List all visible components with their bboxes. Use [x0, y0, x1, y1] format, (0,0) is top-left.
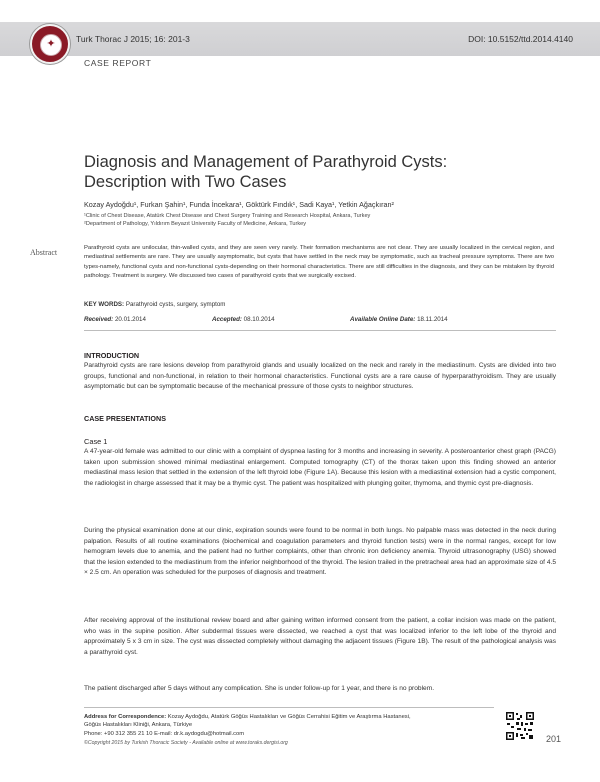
qr-code-icon	[506, 712, 534, 740]
affiliation-1: ¹Clinic of Chest Disease, Atatürk Chest Disease and Chest Surgery Training and Research Hospital, Ankara, Turkey	[84, 213, 371, 219]
copyright: ©Copyright 2015 by Turkish Thoracic Society - Available online at www.toraks.dergisi.org	[84, 740, 288, 746]
author-list: Kozay Aydoğdu¹, Furkan Şahin¹, Funda İncekara¹, Göktürk Fındık¹, Sadi Kaya¹, Yetkin Ağaçkıran²	[84, 200, 394, 209]
article-title	[84, 152, 554, 192]
keywords-label: KEY WORDS:	[84, 301, 125, 308]
abstract-text: Parathyroid cysts are unilocular, thin-walled cysts, and they are seen very rarely. Their formation mechanisms are not clear. They are usually localized in the cervical region, and mediastinal settlements are rare. They are usually asymptomatic, but cysts that have settled in the neck may be symptomatic, such as tracheal pressure symptoms. There are two types-namely, functional cysts and non-functional cysts-depending on their hormonal characteristics. There are still difficulties in the diagnosis, and they can be mistaken by thyroid pathology. Treatment is surgery. We discussed two cases of parathyroid cysts that we surgically excised.	[84, 245, 554, 280]
journal-logo-icon: ✦	[30, 24, 70, 64]
case1-paragraph-2: During the physical examination done at our clinic, expiration sounds were found to be normal in both lungs. No palpable mass was detected in the neck during palpation. Results of all routine examinations (biochemical and coagulation parameters and thyroid function tests) were in the normal ranges, except for low hemogram levels due to anemia, and the patient had no further complaints, other than chronic iron deficiency anemia. Thyroid ultrasonography (USG) showed that the lesion extended to the mediastinum from the inferior neighborhood of the thyroid. The lesion trailed in the pretracheal area had an approximate size of 4.5 × 2.5 cm. An operation was scheduled for the purposes of diagnosis and treatment.	[84, 527, 556, 577]
doi: DOI: 10.5152/ttd.2014.4140	[468, 34, 573, 44]
title-line-1: Diagnosis and Management of Parathyroid Cysts:	[84, 153, 448, 171]
case1-paragraph-1: A 47-year-old female was admitted to our clinic with a complaint of dyspnea lasting for 3 months and increasing in severity. A posteroanterior chest graph (PACG) taken upon submission showed minimal mediastinal enlargement. Computed tomography (CT) of the thorax taken upon this finding showed an anterior mediastinal mass lesion that settled in the extension of the left thyroid lobe (Figure 1A). Because this lesion with a mediastinal extension had a cystic component, the radiologist in charge assessed that it may be a thymic cyst. The patient was hospitalized with plunging goiter, thymoma, and thymic cyst pre-diagnosis.	[84, 448, 556, 487]
abstract-label: Abstract	[30, 248, 58, 257]
case-presentations-heading: CASE PRESENTATIONS	[84, 414, 166, 423]
keywords	[84, 301, 225, 308]
footer-divider	[84, 707, 494, 708]
case1-heading: Case 1	[84, 437, 108, 446]
divider	[84, 330, 556, 331]
section-label: CASE REPORT	[84, 58, 152, 68]
online-date: Available Online Date: 18.11.2014	[350, 316, 448, 323]
affiliation-2: ²Department of Pathology, Yıldırım Beyazıt University Faculty of Medicine, Ankara, Turkey	[84, 221, 307, 227]
title-line-2: Description with Two Cases	[84, 173, 287, 191]
case1-paragraph-4: The patient discharged after 5 days without any complication. She is under follow-up for 1 year, and there is no problem.	[84, 685, 435, 692]
journal-reference: Turk Thorac J 2015; 16: 201-3	[76, 34, 190, 44]
intro-paragraph: Parathyroid cysts are rare lesions develop from parathyroid glands and usually localized on the neck and rarely in the mediastinum. Cysts are divided into two groups, functional and non-functional, in relation to their hormonal characteristics. Functional cysts are a rare cause of hyperparathyroidism. They are usually asymptomatic but can be symptomatic because of the mechanical pressure of those cysts to neighbor structures.	[84, 362, 556, 391]
accepted-date: Accepted: 08.10.2014	[212, 316, 275, 323]
received-date: Received: 20.01.2014	[84, 316, 146, 323]
keywords-value: Parathyroid cysts, surgery, symptom	[125, 301, 226, 308]
case1-paragraph-3: After receiving approval of the institutional review board and after gaining written informed consent from the patient, a collar incision was made on the patient, who was in the supine position. After subdermal tissues were dissected, we reached a cyst that was localized inferior to the left lobe of the thyroid and approximately 5 x 3 cm in size. The cyst was dissected completely without damaging the adjacent tissues (Figure 1B). The result of the pathological analysis was a parathyroid cyst.	[84, 617, 556, 656]
correspondence: Address for Correspondence: Kozay Aydoğdu, Atatürk Göğüs Hastalıkları ve Göğüs Cerrahisi Eğitim ve Araştırma Hastanesi, Göğüs Hastalıkları Kliniği, Ankara, Türkiye Phone: +90 312 355 21 10 E-mail: dr.k.aydogdu@hotmail.com	[84, 714, 411, 737]
intro-heading: INTRODUCTION	[84, 351, 140, 360]
page-number: 201	[546, 734, 562, 744]
